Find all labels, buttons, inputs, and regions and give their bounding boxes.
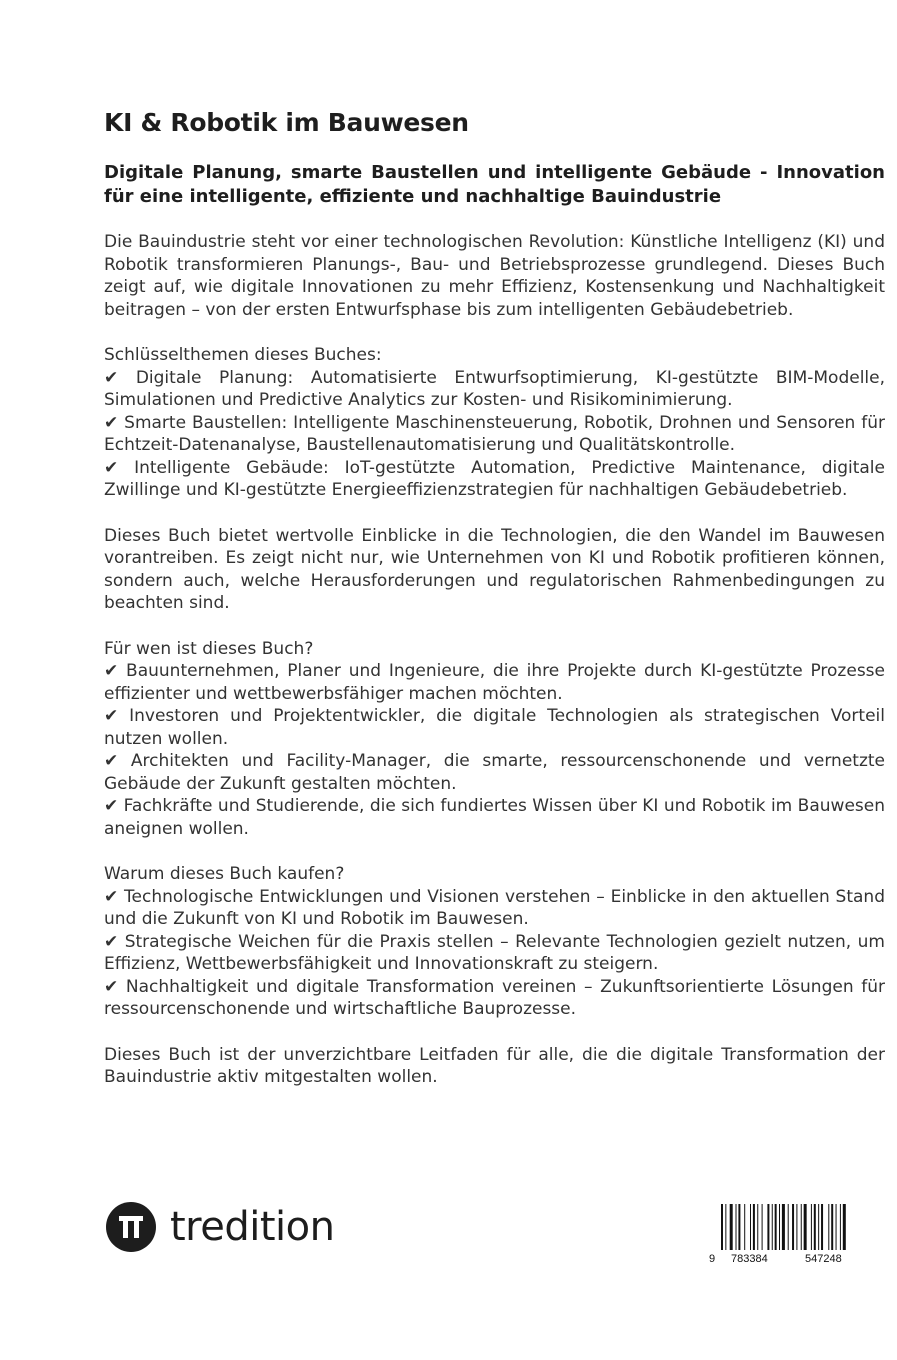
publisher-logo	[106, 1202, 334, 1252]
audience-item: ✔ Investoren und Projektentwickler, die digitale Technologien als strategischen Vorteil nutzen wollen.	[104, 706, 885, 749]
book-title: KI & Robotik im Bauwesen	[104, 108, 469, 137]
intro-paragraph: Die Bauindustrie steht vor einer technologischen Revolution: Künstliche Intelligenz (KI) und Robotik transformieren Planungs-, Bau- und Betriebsprozesse grundlegend. Dieses Buch zeigt auf, wie digitale Innovationen zu mehr Effizienz, Kostensenkung und Nachhaltigkeit beitragen – von der ersten Entwurfsphase bis zum intelligenten Gebäudebetrieb.	[104, 232, 885, 320]
theme-item: ✔ Intelligente Gebäude: IoT-gestützte Automation, Predictive Maintenance, digitale Zwillinge und KI-gestützte Energieeffizienzstrategien für nachhaltigen Gebäudebetrieb.	[104, 457, 885, 500]
themes-section	[104, 344, 885, 502]
barcode-lead-digit: 9	[709, 1253, 716, 1265]
reason-item: ✔ Technologische Entwicklungen und Visionen verstehen – Einblicke in den aktuellen Stand und die Zukunft von KI und Robotik im Bauwesen.	[104, 886, 885, 929]
audience-item: ✔ Fachkräfte und Studierende, die sich fundiertes Wissen über KI und Robotik im Bauwesen aneignen wollen.	[104, 796, 885, 839]
insight-paragraph: Dieses Buch bietet wertvolle Einblicke in die Technologien, die den Wandel im Bauwesen vorantreiben. Es zeigt nicht nur, wie Unternehmen von KI und Robotik profitieren können, sondern auch, welche Herausforderungen und regulatorischen Rahmenbedingungen zu beachten sind.	[104, 525, 885, 613]
reasons-heading: Warum dieses Buch kaufen?	[104, 864, 345, 884]
audience-item: ✔ Architekten und Facility-Manager, die smarte, ressourcenschonende und vernetzte Gebäude der Zukunft gestalten möchten.	[104, 751, 885, 794]
audience-heading: Für wen ist dieses Buch?	[104, 638, 314, 659]
barcode-right-group: 547248	[805, 1253, 842, 1265]
book-subtitle: Digitale Planung, smarte Baustellen und intelligente Gebäude - Innovation für eine intelligente, effiziente und nachhaltige Bauindustrie	[104, 162, 885, 207]
tredition-logo-icon	[106, 1202, 156, 1252]
closing-paragraph: Dieses Buch ist der unverzichtbare Leitfaden für alle, die die digitale Transformation der Bauindustrie aktiv mitgestalten wollen.	[104, 1044, 885, 1087]
isbn-barcode	[707, 1200, 872, 1266]
barcode-left-group: 783384	[731, 1253, 768, 1265]
themes-heading: Schlüsselthemen dieses Buches:	[104, 345, 382, 365]
reason-item: ✔ Nachhaltigkeit und digitale Transformation vereinen – Zukunftsorientierte Lösungen für ressourcenschonende und wirtschaftliche Bauprozesse.	[104, 976, 885, 1019]
audience-item: ✔ Bauunternehmen, Planer und Ingenieure, die ihre Projekte durch KI-gestützte Prozesse effizienter und wettbewerbsfähiger machen möchten.	[104, 661, 885, 704]
theme-item: ✔ Digitale Planung: Automatisierte Entwurfsoptimierung, KI-gestützte BIM-Modelle, Simulationen und Predictive Analytics zur Kosten- und Risikominimierung.	[104, 367, 885, 410]
cover-text	[104, 108, 885, 1112]
audience-section	[104, 638, 885, 841]
theme-item: ✔ Smarte Baustellen: Intelligente Maschinensteuerung, Robotik, Drohnen und Sensoren für Echtzeit-Datenanalyse, Baustellenautomatisierung und Qualitätskontrolle.	[104, 412, 885, 455]
reason-item: ✔ Strategische Weichen für die Praxis stellen – Relevante Technologien gezielt nutzen, um Effizienz, Wettbewerbsfähigkeit und Innovationskraft zu steigern.	[104, 931, 885, 974]
publisher-name: tredition	[170, 1204, 335, 1250]
reasons-section	[104, 863, 885, 1021]
